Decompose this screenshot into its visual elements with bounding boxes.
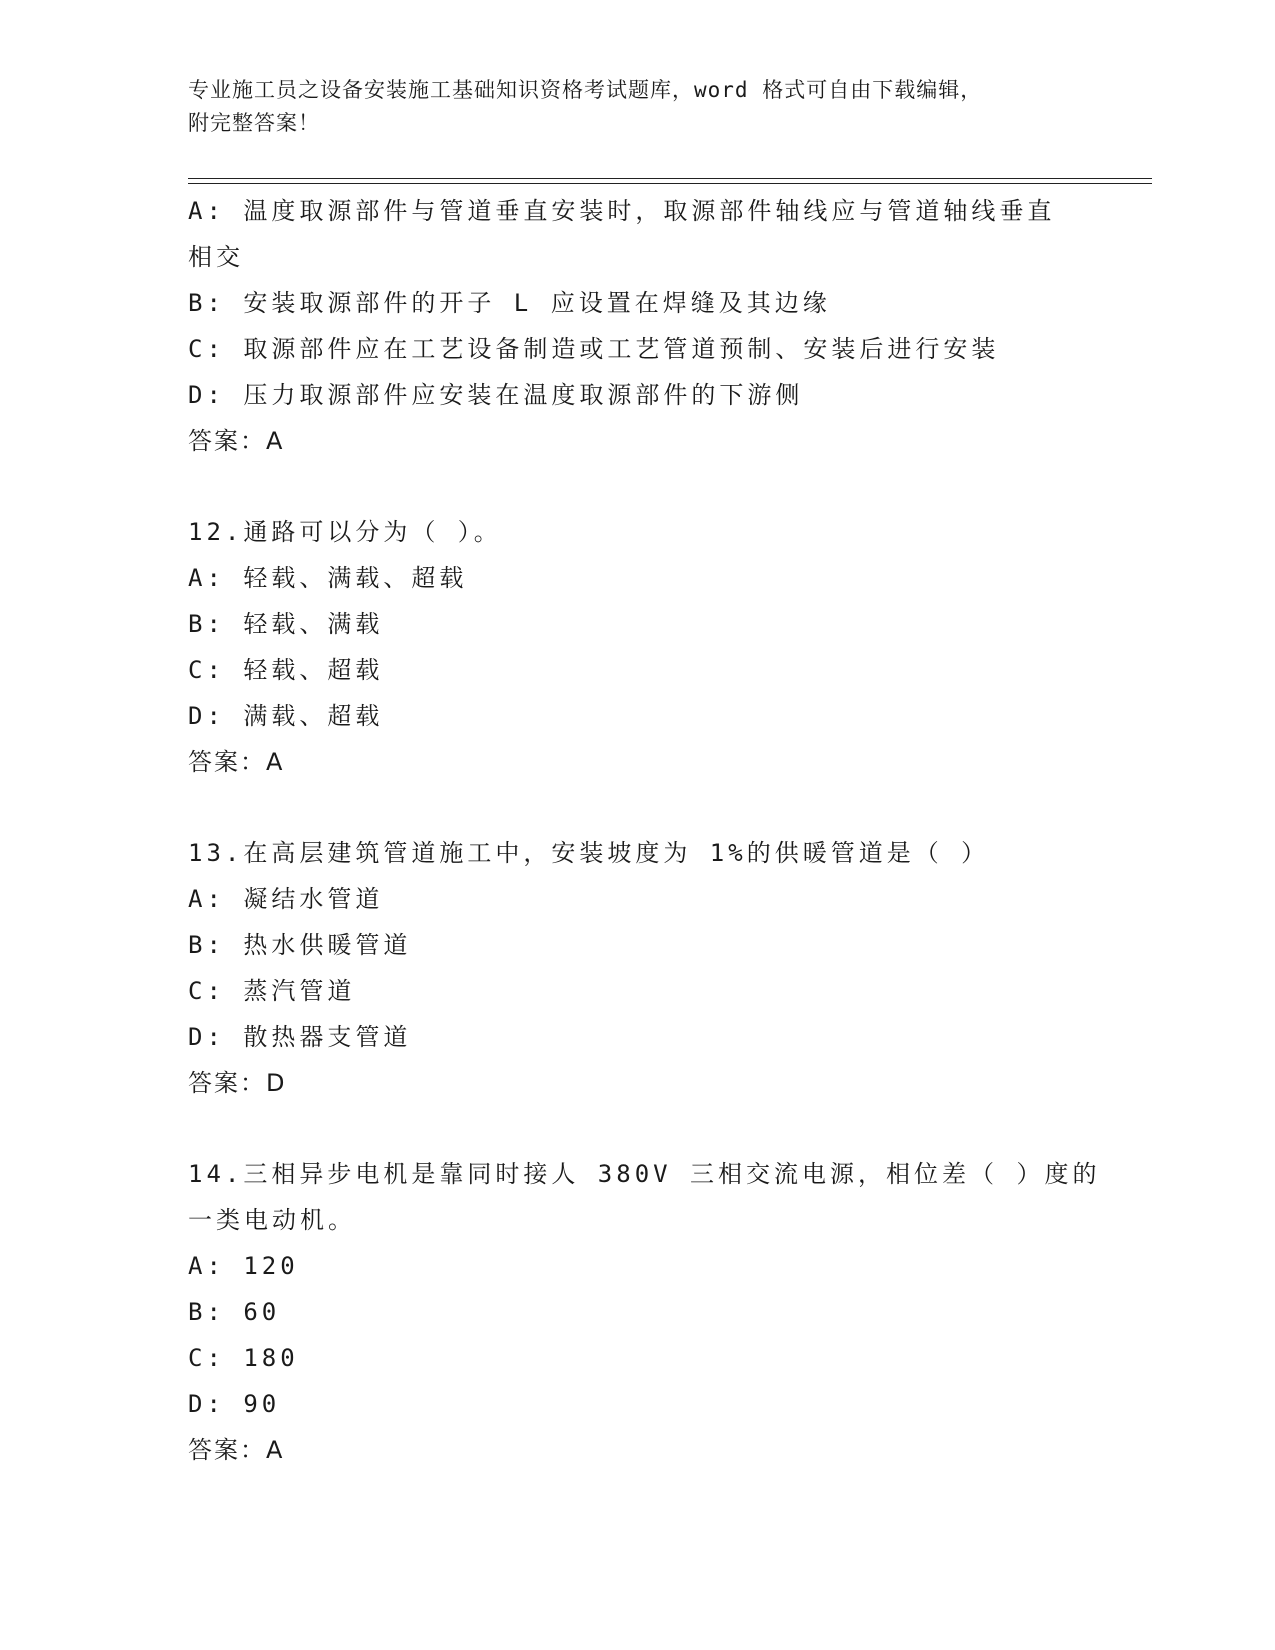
answer: 答案：D	[188, 1069, 287, 1097]
header-line-1: 专业施工员之设备安装施工基础知识资格考试题库，word 格式可自由下载编辑，	[188, 78, 983, 102]
option-c: C: 取源部件应在工艺设备制造或工艺管道预制、安装后进行安装	[188, 335, 1000, 363]
option-d: D: 90	[188, 1390, 281, 1418]
question-11	[188, 188, 1088, 464]
answer: 答案：A	[188, 748, 285, 776]
header-line-2: 附完整答案！	[188, 111, 320, 135]
question-list	[188, 188, 1101, 1473]
question-14	[188, 1151, 1101, 1473]
question-13	[188, 830, 1088, 1106]
option-d: D: 满载、超载	[188, 702, 384, 730]
option-a-line-1: A: 温度取源部件与管道垂直安装时，取源部件轴线应与管道轴线垂直	[188, 197, 1056, 225]
option-d: D: 压力取源部件应安装在温度取源部件的下游侧	[188, 381, 804, 409]
question-text-line-1: 14.三相异步电机是靠同时接人 380V 三相交流电源，相位差（ ）度的	[188, 1160, 1101, 1188]
answer: 答案：A	[188, 1436, 285, 1464]
option-a: A: 轻载、满载、超载	[188, 564, 468, 592]
answer: 答案：A	[188, 427, 285, 455]
header-divider-top	[188, 178, 1152, 179]
option-b: B: 轻载、满载	[188, 610, 384, 638]
question-text: 13.在高层建筑管道施工中，安装坡度为 1%的供暖管道是（ ）	[188, 839, 990, 867]
question-12	[188, 509, 1088, 785]
option-a: A: 凝结水管道	[188, 885, 384, 913]
document-header	[188, 74, 1068, 140]
option-a-line-2: 相交	[188, 243, 244, 271]
option-c: C: 180	[188, 1344, 299, 1372]
option-a: A: 120	[188, 1252, 299, 1280]
option-b: B: 安装取源部件的开子 L 应设置在焊缝及其边缘	[188, 289, 831, 317]
option-d: D: 散热器支管道	[188, 1023, 412, 1051]
option-c: C: 蒸汽管道	[188, 977, 356, 1005]
question-text: 12.通路可以分为（ ）。	[188, 518, 502, 546]
question-text-line-2: 一类电动机。	[188, 1206, 356, 1234]
option-c: C: 轻载、超载	[188, 656, 384, 684]
option-b: B: 60	[188, 1298, 281, 1326]
option-b: B: 热水供暖管道	[188, 931, 412, 959]
header-divider-bottom	[188, 183, 1152, 184]
